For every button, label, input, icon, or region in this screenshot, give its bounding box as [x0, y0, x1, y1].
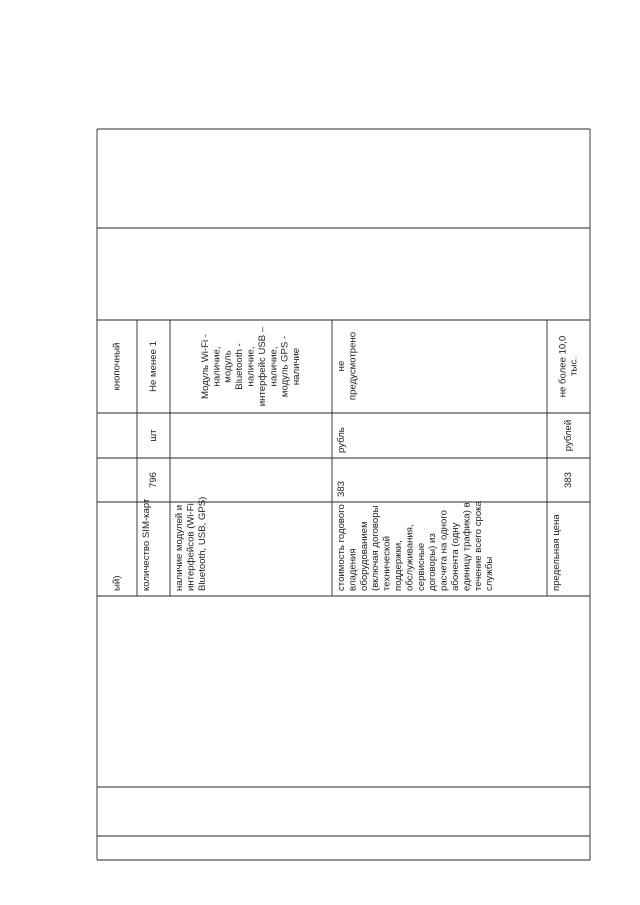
value-cell-line: наличие	[291, 347, 303, 386]
value-cell-line: тыс.	[568, 357, 580, 376]
unit-cell: рублей	[563, 419, 574, 452]
characteristic-cell-line: владения	[347, 548, 359, 591]
value-cell-line: не более 10,0	[557, 335, 569, 398]
characteristic-cell-line: наличие модулей и	[174, 504, 185, 591]
characteristic-cell-line: технической	[381, 536, 393, 591]
value-cell	[336, 332, 358, 400]
value-cell-line: модуль GPS -	[279, 335, 291, 398]
value-cell-line: наличие,	[245, 346, 257, 387]
characteristic-cell-line: предельная цена	[551, 514, 562, 591]
characteristic-cell-line: поддержки,	[393, 540, 404, 591]
characteristic-cell	[551, 514, 562, 591]
value-cell-line: не	[336, 360, 347, 372]
characteristic-cell-line: обслуживания,	[404, 524, 416, 591]
characteristic-cell-line: течение всего срока	[472, 501, 484, 591]
value-cell-line: наличие,	[268, 346, 280, 387]
value-cell-line: предусмотрено	[347, 331, 359, 401]
characteristic-cell-line: количество SIM-карт	[141, 498, 152, 591]
characteristic-cell-line: единицу трафика) в	[461, 502, 473, 591]
value-cell-line: интерфейс USB –	[256, 326, 268, 407]
code-cell: 796	[148, 471, 159, 489]
characteristic-cell-line: службы	[484, 556, 496, 591]
table-text	[112, 326, 580, 591]
characteristic-cell-line: (включая договоры	[370, 505, 382, 591]
characteristic-cell-line: договоры) из	[427, 533, 439, 591]
value-cell: кнопочный	[111, 342, 123, 391]
characteristic-cell-line: стоимость годового	[336, 504, 347, 591]
value-cell-line: модуль	[222, 350, 234, 383]
characteristic-cell: ый)	[111, 575, 123, 591]
unit-cell: шт	[148, 429, 159, 442]
characteristic-cell-line: интерфейсов (Wi-Fi,	[185, 500, 197, 591]
characteristic-cell-line: абонента (одну	[450, 522, 461, 591]
value-cell	[148, 341, 159, 392]
value-cell	[557, 336, 579, 398]
code-cell-line: 383	[336, 480, 347, 497]
characteristic-cell-line: расчета на одного	[438, 510, 450, 591]
value-cell-line: Bluetooth -	[234, 343, 246, 390]
characteristic-cell-line: оборудованием	[358, 521, 370, 591]
unit-cell	[336, 427, 347, 453]
characteristic-cell-line: сервисные	[415, 542, 427, 591]
code-cell: 383	[563, 471, 574, 489]
value-cell-line: Модуль Wi-Fi -	[199, 334, 211, 399]
characteristic-cell	[141, 498, 152, 591]
characteristic-cell-line: Bluetooth, USB, GPS)	[196, 496, 208, 591]
unit-cell-line: рубль	[336, 427, 347, 453]
characteristic-cell	[336, 500, 495, 591]
characteristic-cell	[174, 497, 208, 591]
value-cell-line: наличие,	[211, 346, 223, 387]
value-cell-line: Не менее 1	[148, 341, 159, 392]
code-cell	[336, 481, 347, 497]
value-cell	[200, 326, 302, 406]
